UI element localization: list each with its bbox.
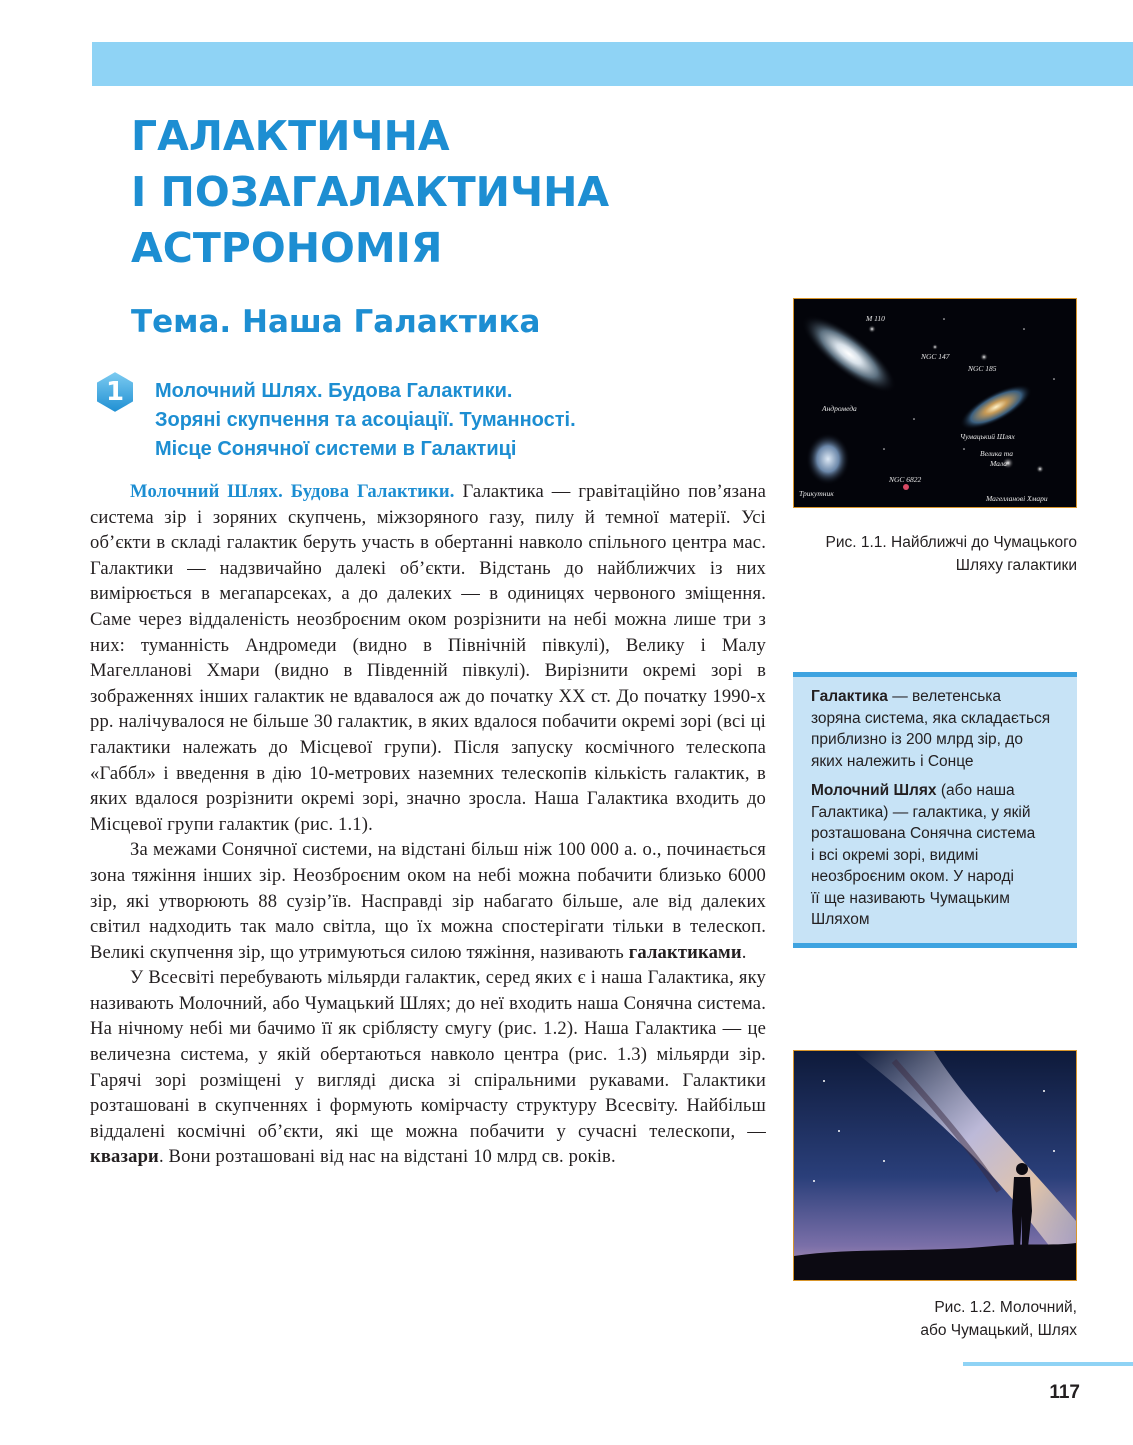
- paragraph-text: Галактика — гравітаційно пов’язана система зір і зоряних скупчень, міжзоряного газу, пилу й темної матерії. Усі об’єкти в складі галактик беруть участь в обертанні навколо спільного центра мас. Галактики — надзвичайно далекі об’єкти. Відстань до найближчих із них вимірюється в мегапарсеках, а до далеких — в одиницях червоного зміщення. Саме через віддаленість неозброєним оком розрізнити на небі можна лише три з них: туманність Андромеди (видно в Північній півкулі), Велику і Малу Магелланові Хмари (видно в Південній півкулі). Вирізнити окремі зорі в зображеннях інших галактик не вдавалося аж до початку ХХ ст. До початку 1990-х рр. налічувалося не більше 30 галактик, в яких вдалося побачити окремі зорі (всі ці галактики належать до Місцевої групи). Після запуску космічного телескопа «Габбл» і введення в дію 10-метрових наземних телескопів кількість галактик, в яких вдалося розрізнити окремі зорі, значно зросла. Наша Галактика входить до Місцевої групи галактик (рис. 1.1).: [90, 481, 766, 835]
- section-heading-line: Зоряні скупчення та асоціації. Туманності.: [155, 409, 576, 431]
- definition-line: розташована Сонячна система: [811, 825, 1036, 842]
- chapter-title: [131, 108, 609, 276]
- paragraph-lead: Молочний Шлях. Будова Галактики.: [130, 481, 455, 502]
- label-triangulum: Трикутник: [799, 489, 834, 498]
- paragraph-text: .: [741, 941, 747, 963]
- paragraph-text: У Всесвіті перебувають мільярди галактик, серед яких є і наша Галактика, яку називають Молочний, або Чумацький Шлях; до неї входить наша Сонячна система. На нічному небі ми бачимо її як сріблясту смугу (рис. 1.2). Наша Галактика — це величезна система, у якій обертаються навколо центра (рис. 1.3) мільярди зір. Гарячі зорі розміщені у вигляді диска зі спіральними рукавами. Галактики розташовані в скупченнях і формують комірчасту структуру Всесвіту. Найбільш віддалені космічні об’єкти, які ще можна побачити у сучасні телескопи, —: [90, 967, 766, 1142]
- caption-line: Рис. 1.2. Молочний,: [934, 1299, 1077, 1316]
- definition-line: яких належить і Сонце: [811, 752, 974, 770]
- definition-line: (або наша: [936, 782, 1015, 799]
- label-ngc6822: NGC 6822: [889, 475, 922, 484]
- top-banner-bar: [92, 42, 1133, 86]
- figure-nearest-galaxies: [793, 298, 1077, 508]
- caption-line: або Чумацький, Шлях: [920, 1322, 1077, 1339]
- definition-line: і всі окремі зорі, видимі: [811, 846, 979, 864]
- definition-line: зоряна система, яка складається: [811, 709, 1051, 727]
- paragraph: [90, 965, 766, 1170]
- definition-line: Шляхом: [811, 911, 870, 928]
- label-milky-way: Чумацький Шлях: [960, 432, 1015, 441]
- term-bold: квазари: [90, 1146, 159, 1168]
- label-ngc185: NGC 185: [968, 364, 997, 373]
- term-bold: галактиками: [628, 941, 742, 963]
- paragraph-text: . Вони розташовані від нас на відстані 10 млрд св. років.: [158, 1146, 616, 1168]
- definition-line: — велетенська: [887, 688, 1002, 705]
- section-number: 1: [105, 377, 125, 407]
- definition-term: Галактика: [811, 688, 888, 705]
- chapter-title-line: І ПОЗАГАЛАКТИЧНА: [131, 168, 610, 216]
- label-magellanic-1: Велика та: [980, 449, 1013, 458]
- chapter-title-line: ГАЛАКТИЧНА: [131, 112, 450, 160]
- caption-line: Шляху галактики: [955, 557, 1077, 574]
- section-heading-line: Місце Сонячної системи в Галактиці: [155, 438, 517, 460]
- paragraph: [90, 479, 766, 837]
- definition-line: неозброєним оком. У народі: [811, 868, 1014, 885]
- page-number: 117: [1049, 1382, 1080, 1403]
- definition-milky-way: [811, 780, 1063, 931]
- body-text: [90, 479, 766, 1170]
- label-andromeda: Андромеда: [822, 404, 857, 413]
- chapter-title-line: АСТРОНОМІЯ: [131, 224, 443, 272]
- topic-title: Тема. Наша Галактика: [131, 304, 541, 340]
- definition-term: Молочний Шлях: [811, 782, 937, 799]
- definition-line: приблизно із 200 млрд зір, до: [811, 731, 1023, 748]
- definition-line: її ще називають Чумацьким: [811, 889, 1010, 907]
- figure-milky-way-photo: [793, 1050, 1077, 1281]
- label-m110: M 110: [866, 314, 885, 323]
- section-heading: [155, 377, 576, 464]
- definition-line: Галактика) — галактика, у якій: [811, 803, 1031, 821]
- definition-galaxy: [811, 686, 1063, 772]
- footer-bar: [963, 1362, 1133, 1366]
- paragraph: [90, 837, 766, 965]
- definition-box: [793, 672, 1077, 948]
- section-heading-line: Молочний Шлях. Будова Галактики.: [155, 380, 513, 402]
- label-magellanic-clouds: Магелланові Хмари: [986, 494, 1048, 503]
- caption-line: Рис. 1.1. Найближчі до Чумацького: [825, 534, 1077, 551]
- paragraph-text: За межами Сонячної системи, на відстані більш ніж 100 000 а. о., починається зона тяжіння інших зір. Неозброєним оком на небі можна побачити близько 6000 зір, які утворюють 88 сузір’їв. Насправді зір набагато більше, але від далеких світил надходить так мало світла, що їх можна спостерігати тільки в телескоп. Великі скупчення зір, що утримуються силою тяжіння, називають: [90, 839, 766, 963]
- section-number-badge: [93, 370, 137, 414]
- label-magellanic-2: Мала: [990, 459, 1008, 468]
- figure1-caption: [793, 531, 1077, 577]
- figure2-caption: [793, 1296, 1077, 1342]
- label-ngc147: NGC 147: [921, 352, 950, 361]
